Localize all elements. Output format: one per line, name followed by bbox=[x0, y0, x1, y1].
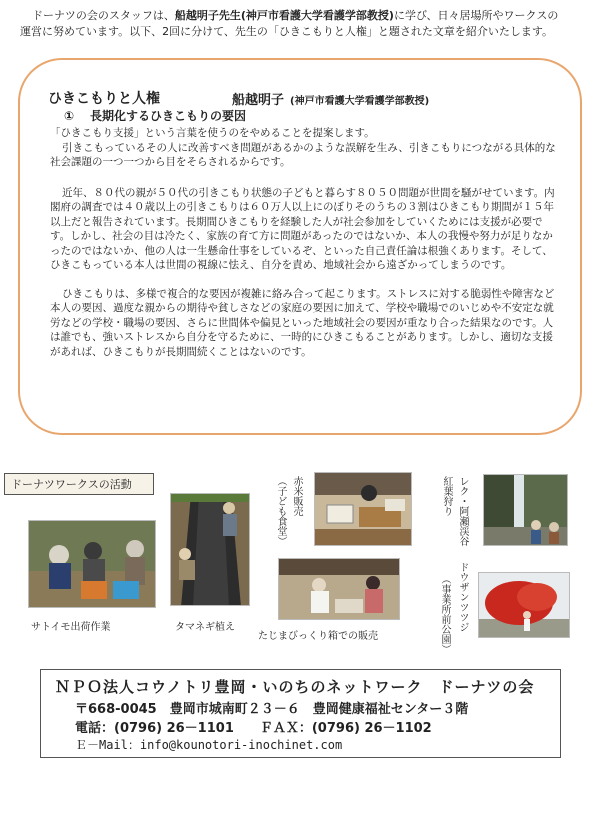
contact-address: 〒668-0045 豊岡市城南町２３－６ 豊岡健康福祉センター３階 bbox=[75, 702, 469, 717]
paragraph-3: 近年、８０代の親が５０代の引きこもり状態の子どもと暮らす８０５０問題が世間を騒がせています。内閣府の調査では４０歳以上の引きこもりは６０万人以上にのぼりそのうちの３割はひきこもり期間が１５年以上だと報告されています。長期間ひきこもりを経験した人が社会参加をしていくためには支援が必要です。しかし、社会の目は冷たく、家族の育て方に問題があったのではないか、本人の我慢や努力が足りなかったのではないか、他の人は一生懸命仕事をしているぞ、といった自己責任論は根強くあります。そして、ひきこもっている本人は世間の視線に怯え、自分を責め、地域社会から遠ざかってしまうのです。 bbox=[50, 186, 555, 271]
contact-email[interactable]: Ｅ－Mail：info@kounotori-inochinet.com bbox=[75, 738, 343, 752]
intro-text-2: に学び、日々居場所やワークスの bbox=[393, 9, 559, 22]
caption-jimusho: （事業所前公園） bbox=[439, 574, 450, 654]
author-affiliation: (神戸市看護大学看護学部教授) bbox=[290, 96, 430, 107]
section-title: 長期化するひきこもりの要因 bbox=[90, 109, 247, 123]
photo-akamai bbox=[314, 472, 412, 546]
photo-tamanegi-image bbox=[171, 494, 250, 606]
caption-kodomo: （子ども食堂） bbox=[275, 476, 286, 546]
photo-waterfall-image bbox=[484, 475, 568, 546]
photo-azalea-image bbox=[479, 573, 570, 638]
caption-koyo: 紅葉狩り bbox=[441, 476, 452, 516]
contact-phone: 電話：(0796) 26－1101 ＦＡＸ：(0796) 26－1102 bbox=[75, 721, 432, 736]
activities-heading: ドーナツワークスの活動 bbox=[4, 473, 154, 495]
intro-text-1: ドーナツの会のスタッフは、 bbox=[32, 9, 175, 22]
caption-tamanegi: タマネギ植え bbox=[175, 622, 235, 633]
paragraph-2: 引きこもっているその人に改善すべき問題があるかのような誤解を生み、引きこもりにつながる具体的な社会課題の一つ一つから目をそらされるからです。 bbox=[50, 141, 556, 168]
caption-dozan: ドウザンツツジ bbox=[457, 562, 468, 632]
organization-name: ＮＰＯ法人コウノトリ豊岡・いのちのネットワーク ドーナツの会 bbox=[55, 678, 535, 696]
intro-text bbox=[20, 8, 580, 40]
caption-satoimo: サトイモ出荷作業 bbox=[31, 622, 111, 633]
article-box bbox=[18, 58, 582, 435]
photo-tamanegi bbox=[170, 493, 250, 606]
photo-azalea bbox=[478, 572, 570, 638]
photo-waterfall bbox=[483, 474, 568, 546]
caption-akamai: 赤米販売 bbox=[291, 476, 302, 516]
paragraph-4: ひきこもりは、多様で複合的な要因が複雑に絡み合って起こります。ストレスに対する脆弱性や障害など本人の要因、過度な親からの期待や貧しさなどの家庭の要因に加えて、学校や職場でのいじめや不安定な就労などの学校・職場の要因、さらに世間体や偏見といった地域社会の要因が重なり合った結果なのです。人は誰でも、強いストレスから自分を守るために、一時的にひきこもることがあります。しかし、適切な支援があれば、ひきこもりが長期間続くことはないのです。 bbox=[50, 287, 555, 358]
photo-tajima-image bbox=[279, 559, 400, 620]
article-title: ひきこもりと人権 bbox=[48, 91, 160, 107]
photo-satoimo bbox=[28, 520, 156, 608]
intro-line-2: 運営に努めています。以下、2回に分けて、先生の「ひきこもりと人権」と題された文章を紹介いたします。 bbox=[20, 25, 554, 38]
paragraph-1: 「ひきこもり支援」という言葉を使うのをやめることを提案します。 bbox=[50, 127, 375, 139]
teacher-name: 船越明子先生 bbox=[174, 9, 241, 22]
caption-tajima: たじまびっくり箱での販売 bbox=[258, 631, 378, 642]
photo-tajima bbox=[278, 558, 400, 620]
author-name: 船越明子 bbox=[232, 93, 285, 108]
photo-akamai-image bbox=[315, 473, 412, 546]
teacher-affiliation: (神戸市看護大学看護学部教授) bbox=[240, 9, 394, 22]
article-body bbox=[50, 126, 560, 368]
section-heading bbox=[64, 107, 246, 124]
section-number: ① bbox=[64, 109, 75, 123]
caption-rec: レク・阿瀬渓谷 bbox=[457, 476, 468, 546]
article-author bbox=[232, 89, 429, 108]
contact-box bbox=[40, 669, 561, 758]
photo-satoimo-image bbox=[29, 521, 156, 608]
